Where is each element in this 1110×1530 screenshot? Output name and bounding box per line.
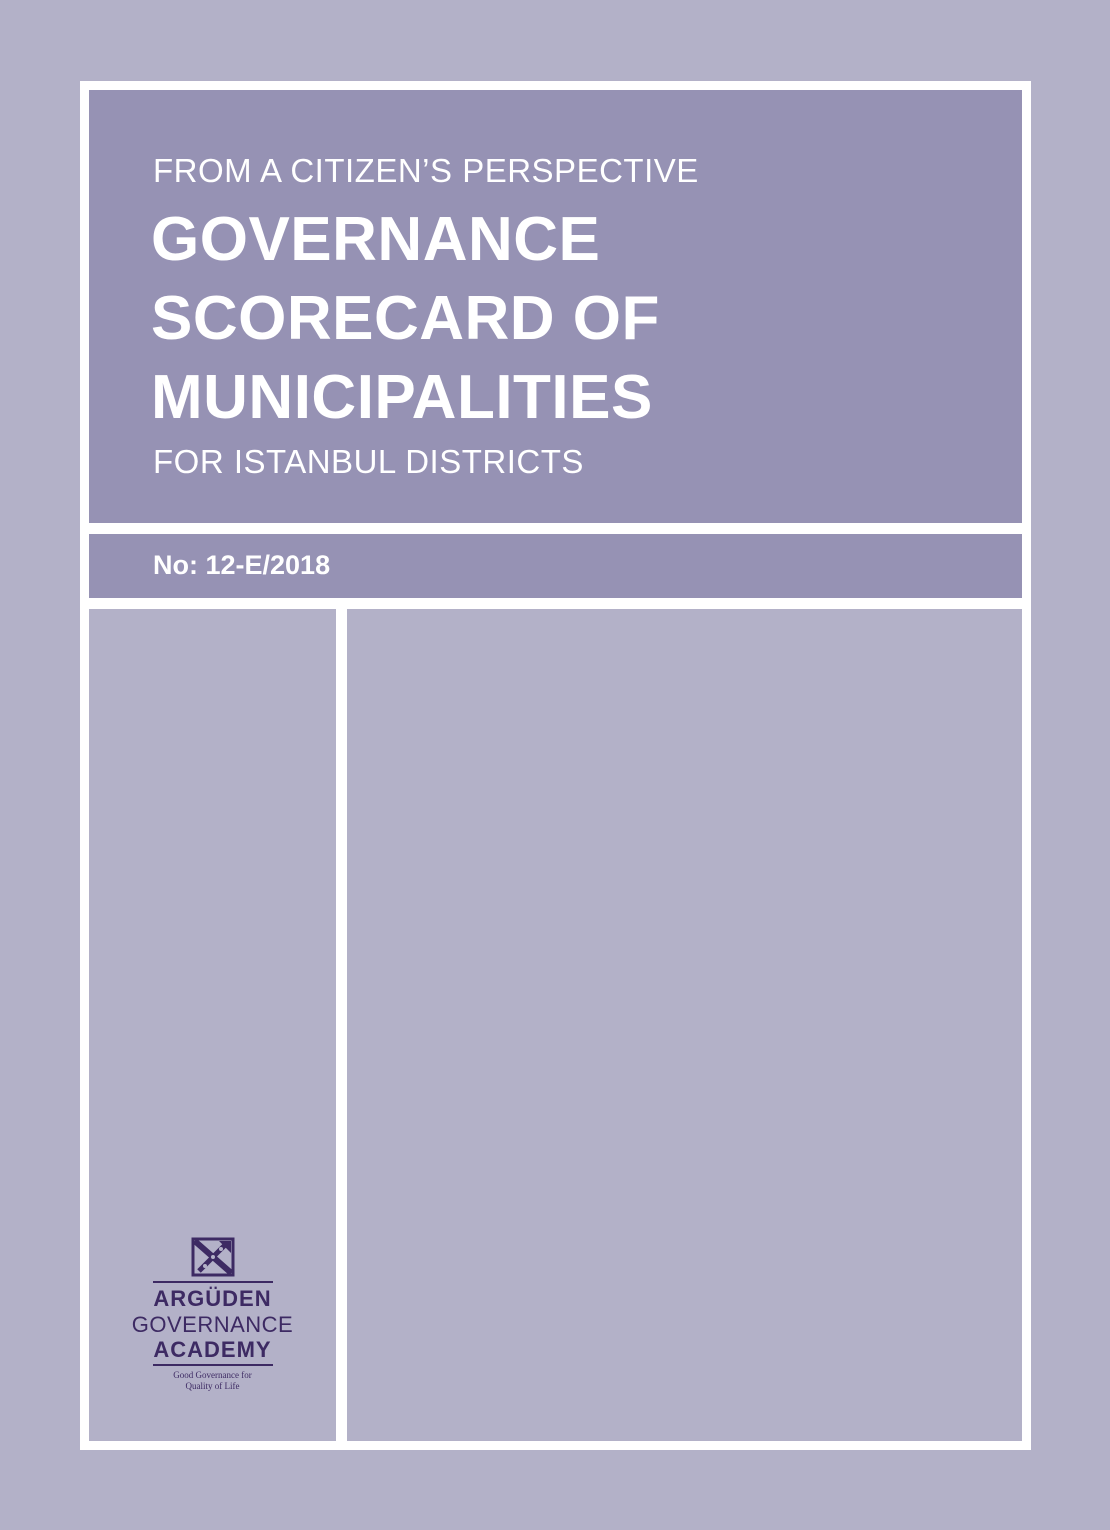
cover-frame (80, 81, 1031, 1450)
left-panel (89, 609, 336, 1441)
logo-tagline-2: Quality of Life (185, 1381, 240, 1391)
logo-divider-top (153, 1281, 273, 1283)
issue-panel (89, 534, 1022, 598)
arguden-logo-icon (189, 1235, 237, 1279)
issue-number: No: 12-E/2018 (153, 550, 331, 580)
title-panel (89, 90, 1022, 523)
logo-text-arguden: ARGÜDEN (153, 1286, 272, 1311)
logo-text-academy: ACADEMY (153, 1337, 272, 1362)
cover-subtitle: FOR ISTANBUL DISTRICTS (153, 443, 584, 480)
logo-tagline-1: Good Governance for (173, 1370, 252, 1380)
logo-text-governance: GOVERNANCE (131, 1312, 294, 1337)
right-panel (347, 609, 1022, 1441)
cover-title (151, 200, 660, 437)
cover-title-line-3: MUNICIPALITIES (151, 363, 653, 432)
publisher-logo (109, 1235, 316, 1392)
cover-title-line-2: SCORECARD OF (151, 284, 660, 353)
logo-divider-bottom (153, 1364, 273, 1366)
cover-title-line-1: GOVERNANCE (151, 205, 601, 274)
cover-kicker: FROM A CITIZEN’S PERSPECTIVE (153, 152, 699, 189)
